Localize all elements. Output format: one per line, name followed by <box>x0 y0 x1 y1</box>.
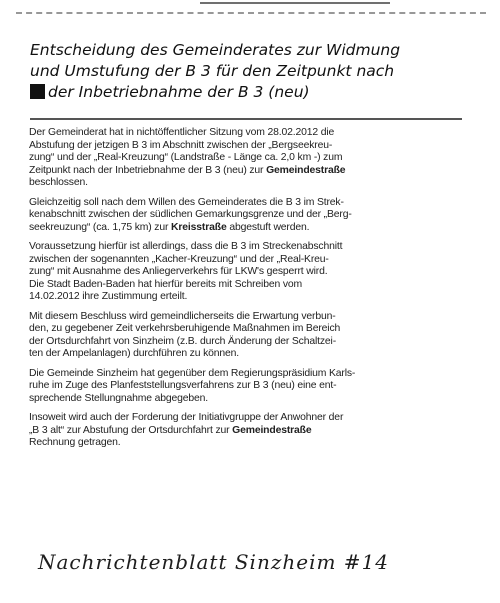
headline-marker-icon <box>30 84 45 99</box>
text-line: seekreuzung“ (ca. 1,75 km) zur Kreisstraße abgestuft werden. <box>29 221 310 233</box>
paragraph-2 <box>29 197 465 235</box>
text-line: zung“ und der „Real-Kreuzung“ (Landstraße - Länge ca. 2,0 km -) zum <box>29 152 343 163</box>
text-line: beschlossen. <box>29 177 88 188</box>
text-line: Abstufung der jetzigen B 3 im Abschnitt zwischen der „Bergseekreu- <box>29 139 333 151</box>
headline-line-3 <box>30 82 470 103</box>
bold-term: Gemeindestraße <box>266 164 346 176</box>
text-line: sprechende Stellungnahme abgegeben. <box>29 392 209 404</box>
text-line: Insoweit wird auch der Forderung der Initiativgruppe der Anwohner der <box>29 412 344 423</box>
headline-line-1: Entscheidung des Gemeinderates zur Widmung <box>30 41 401 59</box>
paragraph-6 <box>29 412 465 450</box>
text-line: zung“ mit Ausnahme des Anliegerverkehrs für LKW's gesperrt wird. <box>29 266 328 277</box>
text-line: den, zu gegebener Zeit verkehrsberuhigende Maßnahmen im Bereich <box>29 323 341 334</box>
paragraph-5 <box>29 368 465 406</box>
text-line: ruhe im Zuge des Planfeststellungsverfahrens zur B 3 (neu) eine ent- <box>29 380 337 391</box>
text-line: ten der Ampelanlagen) durchführen zu können. <box>29 348 240 359</box>
text-line: Rechnung getragen. <box>29 437 121 448</box>
text-line: Die Stadt Baden-Baden hat hierfür bereits mit Schreiben vom <box>29 278 303 290</box>
text-line: Voraussetzung hierfür ist allerdings, dass die B 3 im Streckenabschnitt <box>29 241 343 252</box>
article-headline <box>30 40 470 103</box>
text-line: Gleichzeitig soll nach dem Willen des Gemeinderates die B 3 im Strek- <box>29 196 344 208</box>
text-line: Mit diesem Beschluss wird gemeindlicherseits die Erwartung verbun- <box>29 310 336 322</box>
paragraph-4 <box>29 311 465 361</box>
text-line: kenabschnitt zwischen der südlichen Gemarkungsgrenze und der „Berg- <box>29 209 352 220</box>
clipping-edge-line <box>16 12 486 14</box>
headline-line-3-text: der Inbetriebnahme der B 3 (neu) <box>48 83 310 101</box>
text-line: Die Gemeinde Sinzheim hat gegenüber dem Regierungspräsidium Karls- <box>29 367 356 379</box>
bold-term: Kreisstraße <box>171 221 227 233</box>
text-line: der Ortsdurchfahrt von Sinzheim (z.B. durch Änderung der Schaltzei- <box>29 335 337 347</box>
paragraph-1 <box>29 127 465 190</box>
text-line: Zeitpunkt nach der Inbetriebnahme der B 3 (neu) zur Gemeindestraße <box>29 164 346 176</box>
headline-line-2: und Umstufung der B 3 für den Zeitpunkt nach <box>30 62 395 80</box>
headline-divider <box>30 118 462 120</box>
text-line: zwischen der sogenannten „Kacher-Kreuzung“ und der „Real-Kreu- <box>29 253 329 265</box>
text-line: 14.02.2012 ihre Zustimmung erteilt. <box>29 291 188 302</box>
top-edge-line <box>200 2 390 4</box>
handwritten-source-note: Nachrichtenblatt Sinzheim #14 <box>38 550 390 574</box>
paragraph-3 <box>29 241 465 304</box>
bold-term: Gemeindestraße <box>232 424 312 436</box>
article-body <box>29 127 465 457</box>
text-line: Der Gemeinderat hat in nichtöffentlicher Sitzung vom 28.02.2012 die <box>29 127 335 138</box>
text-line: „B 3 alt“ zur Abstufung der Ortsdurchfahrt zur Gemeindestraße <box>29 424 312 436</box>
